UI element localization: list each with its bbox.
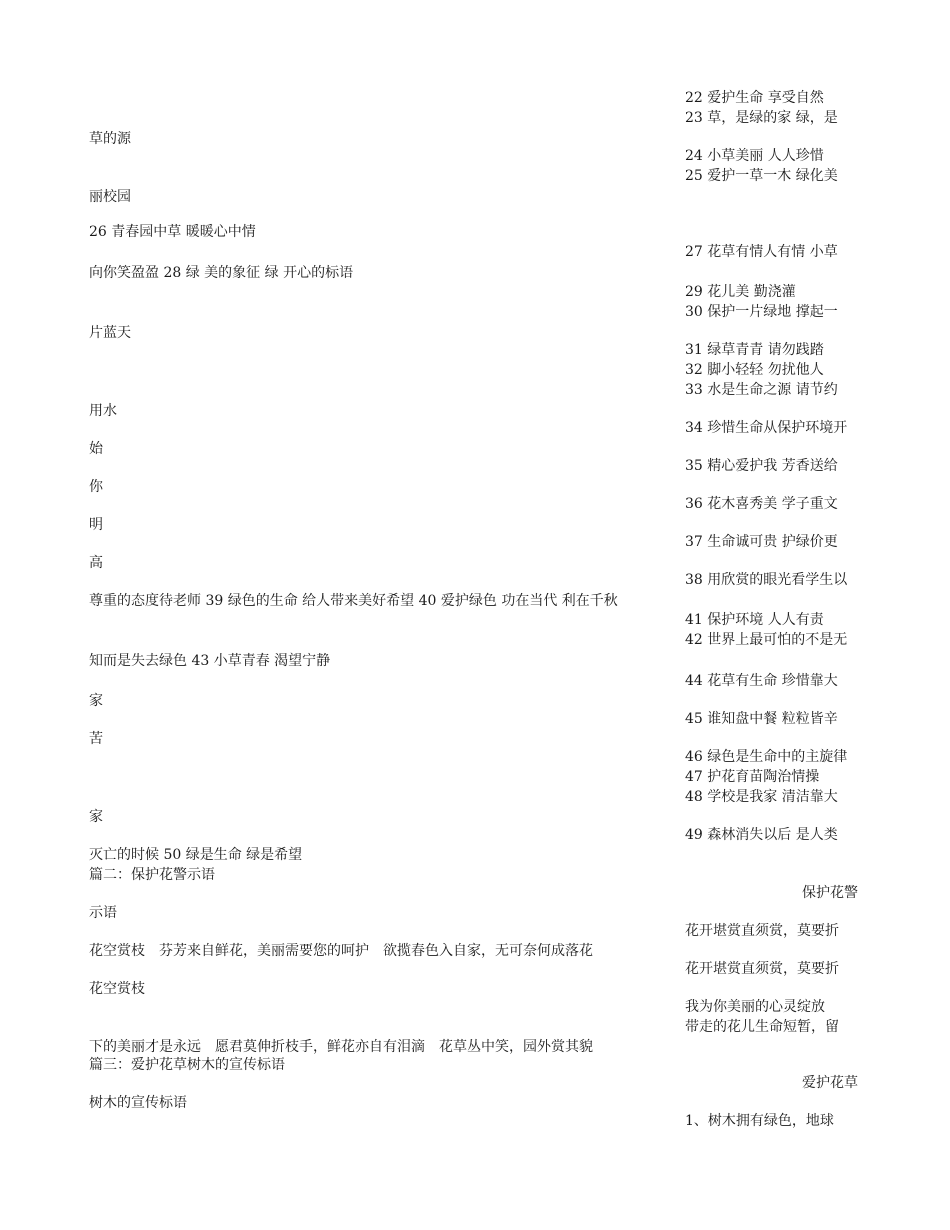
text-line: 用水 — [89, 403, 117, 419]
text-line: 家 — [89, 693, 103, 709]
text-line: 带走的花儿生命短暂，留 — [685, 1019, 839, 1035]
text-line: 下的美丽才是永远 愿君莫伸折枝手，鲜花亦自有泪滴 花草丛中笑，园外赏其貌 — [89, 1039, 593, 1055]
text-line: 37 生命诚可贵 护绿价更 — [685, 534, 838, 550]
text-line: 片蓝天 — [89, 325, 131, 341]
text-line: 46 绿色是生命中的主旋律 — [685, 749, 848, 765]
text-line: 25 爱护一草一木 绿化美 — [685, 168, 838, 184]
text-line: 42 世界上最可怕的不是无 — [685, 632, 848, 648]
text-line: 30 保护一片绿地 撑起一 — [685, 304, 838, 320]
text-line: 29 花儿美 勤浇灌 — [685, 284, 796, 300]
text-line: 知而是失去绿色 43 小草青春 渴望宁静 — [89, 653, 331, 669]
text-line: 41 保护环境 人人有责 — [685, 612, 824, 628]
text-line: 24 小草美丽 人人珍惜 — [685, 148, 824, 164]
text-line: 26 青春园中草 暖暖心中情 — [89, 224, 256, 240]
text-line: 32 脚小轻轻 勿扰他人 — [685, 362, 824, 378]
text-line: 48 学校是我家 清洁靠大 — [685, 789, 838, 805]
section-heading: 篇二：保护花警示语 — [89, 867, 215, 883]
section-heading: 保护花警 — [802, 885, 858, 901]
text-line: 1、树木拥有绿色，地球 — [685, 1113, 834, 1129]
text-line: 花开堪赏直须赏，莫要折 — [685, 923, 839, 939]
text-line: 高 — [89, 555, 103, 571]
text-line: 49 森林消失以后 是人类 — [685, 827, 838, 843]
text-line: 丽校园 — [89, 189, 131, 205]
section-heading: 篇三：爱护花草树木的宣传标语 — [89, 1057, 285, 1073]
text-line: 花空赏枝 芬芳来自鲜花，美丽需要您的呵护 欲揽春色入自家，无可奈何成落花 — [89, 943, 593, 959]
text-line: 27 花草有情人有情 小草 — [685, 244, 838, 260]
text-line: 22 爱护生命 享受自然 — [685, 90, 824, 106]
text-line: 花开堪赏直须赏，莫要折 — [685, 961, 839, 977]
text-line: 我为你美丽的心灵绽放 — [685, 999, 825, 1015]
text-line: 明 — [89, 517, 103, 533]
text-line: 示语 — [89, 905, 117, 921]
text-line: 你 — [89, 479, 103, 495]
text-line: 家 — [89, 809, 103, 825]
text-line: 23 草，是绿的家 绿，是 — [685, 110, 838, 126]
text-line: 47 护花育苗陶治情操 — [685, 769, 820, 785]
text-line: 树木的宣传标语 — [89, 1095, 187, 1111]
section-heading: 爱护花草 — [802, 1075, 858, 1091]
text-line: 38 用欣赏的眼光看学生以 — [685, 572, 848, 588]
text-line: 34 珍惜生命从保护环境开 — [685, 420, 848, 436]
text-line: 33 水是生命之源 请节约 — [685, 382, 838, 398]
text-line: 草的源 — [89, 131, 131, 147]
text-line: 向你笑盈盈 28 绿 美的象征 绿 开心的标语 — [89, 265, 354, 281]
text-line: 36 花木喜秀美 学子重文 — [685, 496, 838, 512]
text-line: 花空赏枝 — [89, 981, 145, 997]
text-line: 44 花草有生命 珍惜靠大 — [685, 673, 838, 689]
text-line: 尊重的态度待老师 39 绿色的生命 给人带来美好希望 40 爱护绿色 功在当代 利在千秋 — [89, 593, 618, 609]
text-line: 苦 — [89, 731, 103, 747]
text-line: 31 绿草青青 请勿践踏 — [685, 342, 824, 358]
text-line: 45 谁知盘中餐 粒粒皆辛 — [685, 711, 838, 727]
text-line: 35 精心爱护我 芳香送给 — [685, 458, 838, 474]
text-line: 始 — [89, 441, 103, 457]
text-line: 灭亡的时候 50 绿是生命 绿是希望 — [89, 847, 303, 863]
